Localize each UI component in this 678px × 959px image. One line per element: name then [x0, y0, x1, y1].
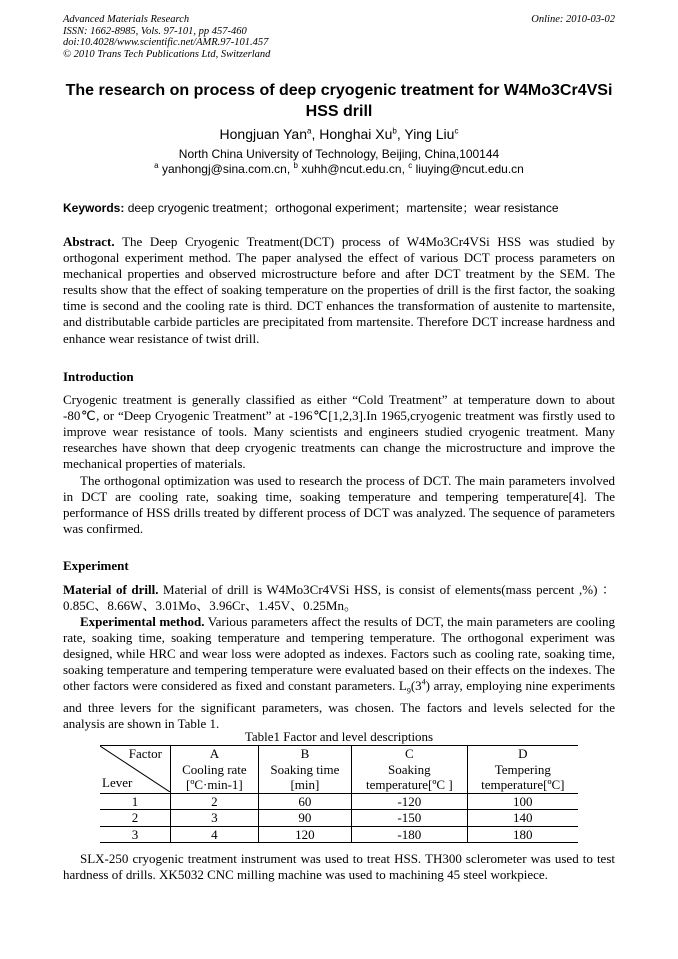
title-line-2: HSS drill — [305, 103, 373, 120]
material-label: Material of drill. — [63, 582, 159, 597]
author-name: Honghai Xu — [319, 126, 393, 142]
table-cell: 180 — [467, 826, 578, 843]
abstract-text: The Deep Cryogenic Treatment(DCT) process of W4Mo3Cr4VSi HSS was studied by orthogonal experiment method. The paper analysed the effect of various DCT process parameters on mechanical properties and observed microstructure before and after DCT treatment by the SEM. The results show that the effect of soaking temperature on the properties of drill is the first factor, the soaking time is second and the cooling rate is third. DCT enhances the transformation of austenite to martensite, and distributable carbide particles are precipitated from martensite. Therefore DCT increase hardness and enhance wear resistance of twist drill. — [63, 234, 615, 346]
column-unit: [ºC·min-1] — [186, 777, 243, 792]
column-unit: [min] — [290, 777, 320, 792]
abstract — [63, 234, 615, 347]
column-unit: temperature[ºC] — [481, 777, 565, 792]
table-row — [100, 810, 578, 827]
column-name: Tempering — [494, 761, 551, 777]
table-caption: Table1 Factor and level descriptions — [244, 729, 434, 744]
table-cell: -150 — [352, 810, 468, 827]
keywords-label: Keywords: — [63, 201, 125, 215]
email-list — [40, 162, 638, 176]
email-sup: c — [408, 161, 413, 170]
copyright: © 2010 Trans Tech Publications Ltd, Switzerland — [63, 48, 271, 60]
method-paren-open: (3 — [410, 678, 422, 694]
factor-level-table — [100, 745, 578, 843]
email-sup: a — [154, 161, 159, 170]
table-cell: 2 — [100, 810, 171, 827]
introduction-paragraph-1: Cryogenic treatment is generally classified as either “Cold Treatment” at temperature down to about -80℃, or “Deep Cryogenic Treatment” at -196℃[1,2,3].In 1965,cryogenic treatment was firstly used to improve wear resistance of tools. Many scientists and engineers studied cryogenic treatment. Many researches have shown that deep cryogenic treatments can change the microstructure and improve the mechanical properties of materials. — [63, 392, 615, 472]
table-header-d — [467, 746, 578, 794]
email-sup: b — [293, 161, 298, 170]
column-letter: A — [209, 746, 220, 761]
author-name: Ying Liu — [404, 126, 455, 142]
section-heading-introduction: Introduction — [63, 369, 134, 384]
after-table-paragraph: SLX-250 cryogenic treatment instrument was used to treat HSS. TH300 sclerometer was used to test hardness of drills. XK5032 CNC milling machine was used to machining 45 steel workpiece. — [63, 851, 615, 883]
material-text: Material of drill is W4Mo3Cr4VSi HSS, is consist of elements(mass percent ,%) ：0.85C、8.66W、3.01Mo、3.96Cr、1.45V、0.25Mn。 — [63, 582, 615, 614]
column-letter: C — [404, 746, 414, 761]
column-letter: D — [518, 746, 528, 761]
abstract-label: Abstract. — [63, 234, 115, 249]
author-sup: c — [454, 126, 459, 136]
table-cell: 3 — [171, 810, 259, 827]
journal-name: Advanced Materials Research — [63, 14, 190, 25]
table-cell: 2 — [171, 793, 259, 810]
method-sub: 9 — [406, 686, 411, 696]
section-heading-experiment: Experiment — [63, 558, 129, 573]
table-cell: 90 — [258, 810, 351, 827]
table-cell: 140 — [467, 810, 578, 827]
author-sup: a — [306, 126, 312, 136]
table-cell: 120 — [258, 826, 351, 843]
table-corner-cell — [100, 746, 171, 794]
corner-lever-label: Lever — [102, 775, 133, 790]
column-name: Soaking — [388, 761, 431, 777]
method-text-a: Various parameters affect the results of DCT, the main parameters are cooling rate, soaking time, soaking temperature and tempering temperature. The orthogonal experiment was designed, while HRC and wear loss were adopted as indexes. Factors such as cooling rate, soaking time, soaking temperature and tempering temperature were evaluated based on their effects on the indexes. The other factors were considered as fixed and constant parameters. L — [63, 614, 616, 694]
table-cell: 100 — [467, 793, 578, 810]
table-header-c — [352, 746, 468, 794]
author-list: Hongjuan Yan$^a$, Honghai Xu$^b$, Ying Liu$^c$ — [219, 126, 459, 142]
paper-title — [40, 80, 638, 122]
email-link[interactable]: yanhongj@sina.com.cn, — [161, 162, 291, 176]
column-unit: temperature[ºC ] — [365, 777, 453, 792]
table-header-row — [100, 746, 578, 794]
running-header — [63, 14, 270, 60]
corner-factor-label: Factor — [128, 746, 162, 761]
table-row — [100, 793, 578, 810]
author-name: Hongjuan Yan — [219, 126, 307, 142]
method-text-b: array, employing nine experiments and three levers for the significant parameters, was chosen. The factors and levels selected for the analysis are shown in Table 1. — [63, 678, 616, 732]
table-cell: -120 — [352, 793, 468, 810]
method-sup: 4 — [421, 678, 426, 688]
introduction-paragraph-2: The orthogonal optimization was used to research the process of DCT. The main parameters involved in DCT are cooling rate, soaking time, soaking temperature and tempering temperature[4]. The performance of HSS drills treated by different process of DCT was analyzed. The sequence of parameters was confirmed. — [63, 473, 615, 537]
column-name: Soaking time — [270, 761, 340, 777]
method-label: Experimental method. — [80, 614, 205, 629]
online-date: Online: 2010-03-02 — [531, 14, 615, 25]
title-line-1: The research on process of deep cryogenic treatment for W4Mo3Cr4VSi — [65, 82, 613, 99]
table-cell: 1 — [100, 793, 171, 810]
issn: ISSN: 1662-8985, Vols. 97-101, pp 457-460 — [63, 25, 247, 37]
method-paragraph — [63, 614, 615, 732]
material-paragraph — [63, 582, 615, 614]
table-cell: 3 — [100, 826, 171, 843]
keywords — [63, 199, 559, 216]
table-cell: -180 — [352, 826, 468, 843]
keywords-text: deep cryogenic treatment；orthogonal experiment；martensite；wear resistance — [127, 201, 559, 215]
email-link[interactable]: xuhh@ncut.edu.cn, — [301, 162, 405, 176]
column-name: Cooling rate — [182, 761, 247, 777]
affiliation: North China University of Technology, Beijing, China,100144 — [178, 147, 500, 161]
table-header-b — [258, 746, 351, 794]
email-link[interactable]: liuying@ncut.edu.cn — [415, 162, 524, 176]
author-sup: b — [392, 126, 397, 136]
table-cell: 60 — [258, 793, 351, 810]
column-letter: B — [300, 746, 310, 761]
method-paren-close: ) — [425, 678, 431, 694]
table-row — [100, 826, 578, 843]
table-header-a — [171, 746, 259, 794]
doi: doi:10.4028/www.scientific.net/AMR.97-101.457 — [63, 37, 269, 48]
table-cell: 4 — [171, 826, 259, 843]
